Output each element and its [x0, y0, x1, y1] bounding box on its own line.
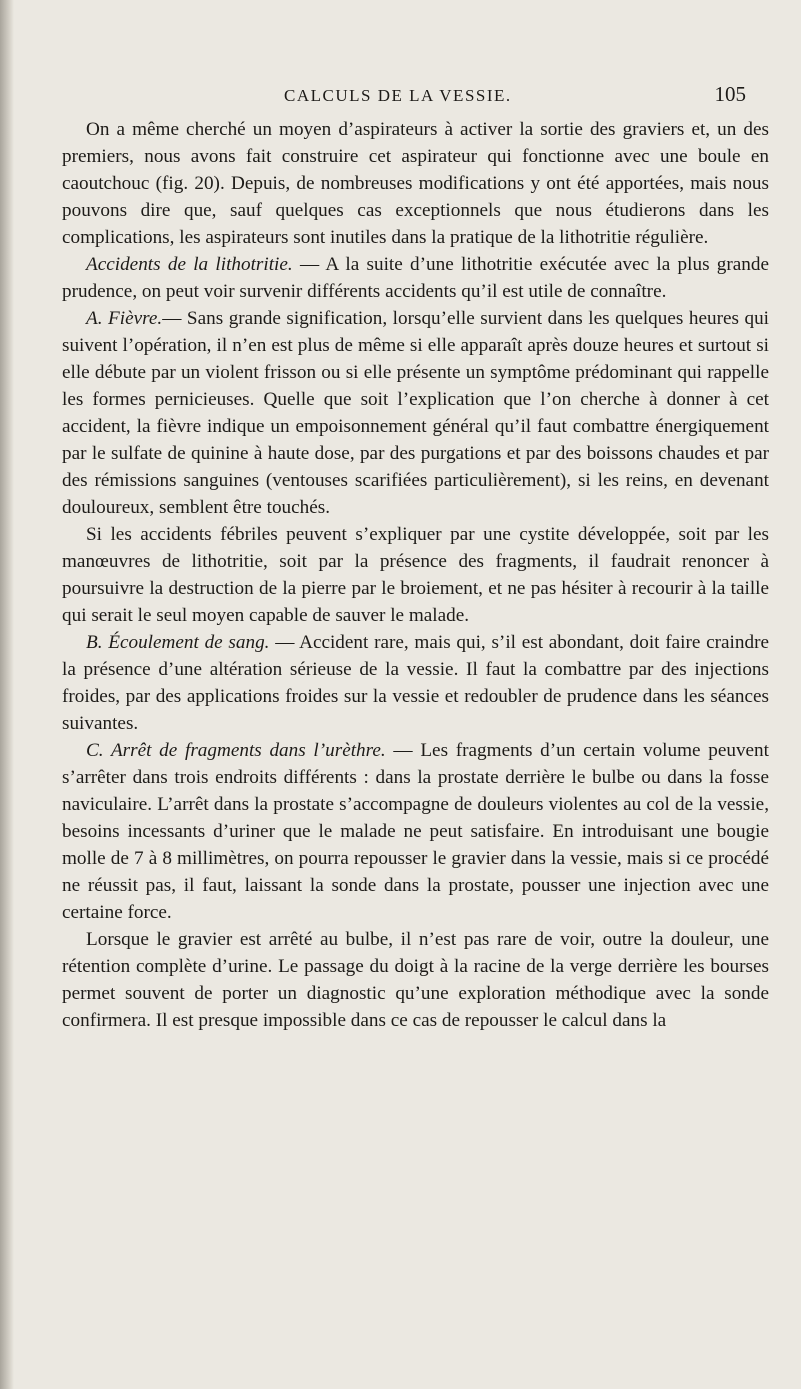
paragraph-aspirateurs	[62, 116, 769, 251]
section-heading-arret: C. Arrêt de fragments dans l’urèthre.	[86, 740, 386, 761]
running-head: CALCULS DE LA VESSIE.	[284, 86, 512, 105]
paragraph-text: Si les accidents fébriles peuvent s’expliquer par une cystite développée, soit par les manœuvres de lithotritie, soit par la présence des fragments, il faudrait renoncer à poursuivre la destruction de la pierre par le broiement, et ne pas hésiter à recourir à la taille qui serait le seul moyen capable de sauver le malade.	[62, 524, 769, 626]
paragraph-text: — Les fragments d’un certain volume peuvent s’arrêter dans trois endroits différents : dans la prostate derrière le bulbe ou dans la fosse naviculaire. L’arrêt dans la prostate s’accompagne de douleurs violentes au col de la vessie, besoins incessants d’uriner que le malade ne peut satisfaire. En introduisant une bougie molle de 7 à 8 millimètres, on pourra repousser le gravier dans la vessie, mais si ce procédé ne réussit pas, il faut, laissant la sonde dans la prostate, pousser une injection avec une certaine force.	[62, 740, 769, 923]
paragraph-arret	[62, 737, 769, 926]
section-heading-accidents: Accidents de la lithotritie.	[86, 254, 293, 275]
page-binding-edge	[0, 0, 14, 1389]
paragraph-text: — A la suite d’une lithotritie exécutée avec la plus grande prudence, on peut voir survenir différents accidents qu’il est utile de connaître.	[62, 254, 770, 302]
paragraph-accidents	[62, 251, 769, 305]
page-header	[60, 82, 760, 108]
paragraph-bulbe	[62, 926, 769, 1034]
body-text	[62, 116, 769, 1034]
paragraph-text: On a même cherché un moyen d’aspirateurs à activer la sortie des graviers et, un des premiers, nous avons fait construire cet aspirateur qui fonctionne avec une boule en caoutchouc (fig. 20). Depuis, de nombreuses modifications y ont été apportées, mais nous pouvons dire que, sauf quelques cas exceptionnels que nous étudierons dans les complications, les aspirateurs sont inutiles dans la pratique de la lithotritie régulière.	[62, 119, 769, 248]
paragraph-text: Lorsque le gravier est arrêté au bulbe, il n’est pas rare de voir, outre la douleur, une rétention complète d’urine. Le passage du doigt à la racine de la verge derrière les bourses permet souvent de porter un diagnostic qu’une exploration méthodique avec la sonde confirmera. Il est presque impossible dans ce cas de repousser le calcul dans la	[62, 929, 769, 1031]
paragraph-text: — Sans grande signification, lorsqu’elle survient dans les quelques heures qui suivent l’opération, il n’en est plus de même si elle apparaît après douze heures et surtout si elle débute par un violent frisson ou si elle présente un symptôme prédominant qui rappelle les formes pernicieuses. Quelle que soit l’explication que l’on cherche à donner à cet accident, la fièvre indique un empoisonnement général qu’il faut combattre énergiquement par le sulfate de quinine à haute dose, par des purgations et par des boissons chaudes et par des rémissions sanguines (ventouses scarifiées particulièrement), si les reins, en devenant douloureux, semblent être touchés.	[62, 308, 769, 518]
paragraph-accidents-febriles	[62, 521, 769, 629]
section-heading-ecoulement: B. Écoulement de sang.	[86, 632, 270, 653]
paragraph-text: — Accident rare, mais qui, s’il est abondant, doit faire craindre la présence d’une altération sérieuse de la vessie. Il faut la combattre par des injections froides, par des applications froides sur la vessie et redoubler de prudence dans les séances suivantes.	[62, 632, 769, 734]
section-heading-fievre: A. Fièvre.	[86, 308, 163, 329]
page-number: 105	[714, 82, 746, 106]
paragraph-fievre	[62, 305, 769, 521]
paragraph-ecoulement	[62, 629, 769, 737]
